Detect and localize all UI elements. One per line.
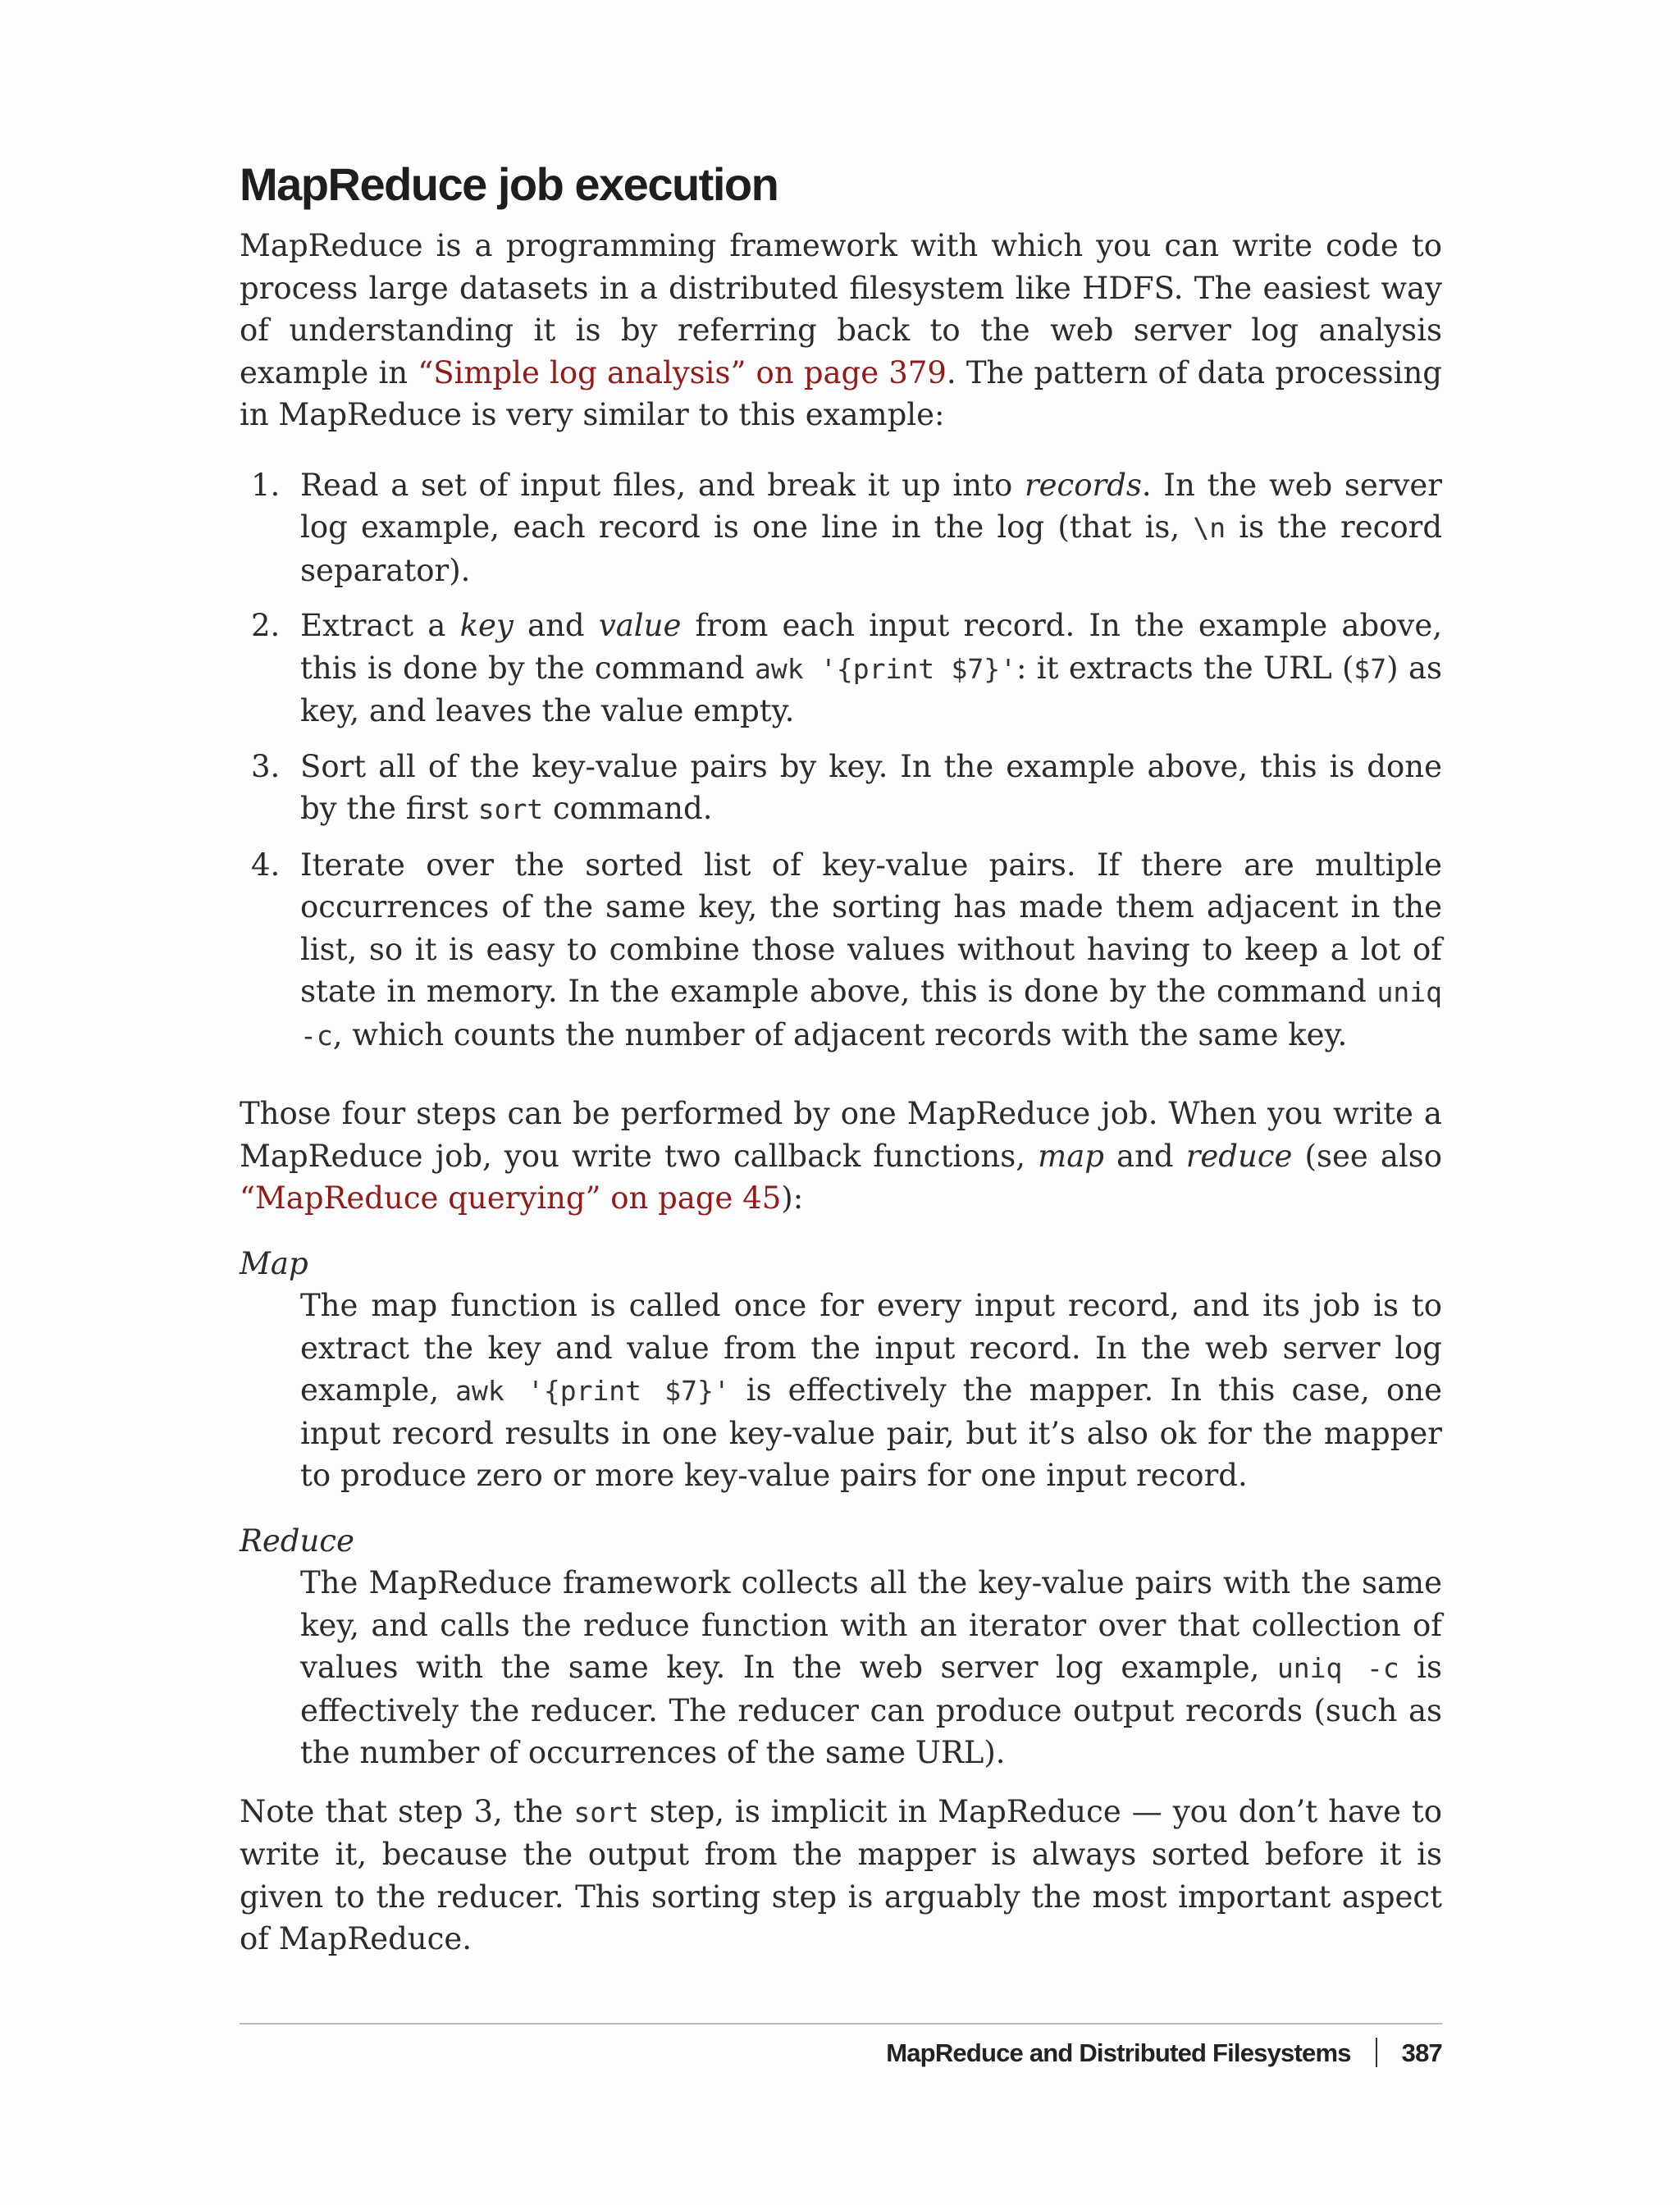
cross-reference-link[interactable]: “MapReduce querying” on page 45: [240, 1180, 782, 1216]
inline-code: sort: [477, 793, 544, 825]
definition-term-map: Map: [240, 1245, 308, 1281]
emphasis: reduce: [1185, 1138, 1293, 1174]
cross-reference-link[interactable]: “Simple log analysis” on page 379: [418, 354, 947, 390]
paragraph-text: Those four steps can be performed by one MapReduce job. When you write a MapReduce job, you write two callback functions,: [240, 1096, 1442, 1174]
step-text: Iterate over the sorted list of key-value pairs. If there are multiple occurrences of the same key, the sorting has made them adjacent in the list, so it is easy to combine those values without having to keep a lot of state in memory. In the example above, this is done by the command: [300, 847, 1442, 1009]
intro-text-end: . The pattern of data processing in MapReduce is very similar to this example:: [240, 354, 1442, 432]
step-text: and: [513, 608, 599, 643]
step-emphasis: key: [459, 608, 514, 643]
list-number: 3.: [251, 748, 281, 784]
step-text: command.: [543, 791, 713, 826]
intro-text: MapReduce is a programming framework with which you can write code to process large datasets in a distributed filesystem like HDFS. The easiest way of understanding it is by referring back to the web server log analysis example in: [240, 228, 1442, 390]
step-text: : it extracts the URL (: [1016, 650, 1354, 686]
emphasis: map: [1038, 1138, 1104, 1174]
paragraph-text: and: [1103, 1138, 1186, 1174]
step-text: . In the web server log example, each record is one line in the log (that is,: [300, 467, 1442, 545]
footer-divider: [240, 2023, 1442, 2025]
step-text: from each input record. In the example above, this is done by the command: [300, 608, 1442, 686]
definition-text: The MapReduce framework collects all the key-value pairs with the same key, and calls the reduce function with an iterator over that collection of values with the same key. In the web server log example,: [300, 1565, 1442, 1685]
page-number: 387: [1401, 2038, 1442, 2067]
step-text: is the record separator).: [300, 509, 1443, 588]
list-item: [240, 844, 1442, 1057]
steps-list: [240, 464, 1442, 1057]
inline-code: \n: [1193, 512, 1226, 544]
list-number: 4.: [251, 847, 281, 883]
page-footer: [240, 2034, 1442, 2072]
step-emphasis: value: [598, 608, 682, 643]
definition-map: [300, 1285, 1442, 1497]
inline-code: uniq -c: [1276, 1652, 1399, 1684]
footer-separator: [1376, 2038, 1377, 2067]
list-number: 2.: [251, 608, 281, 643]
list-item: [240, 605, 1442, 733]
definition-list: [240, 1243, 1442, 1774]
definition-text: is effectively the mapper. In this case, one input record results in one key-value pair, but it’s also ok for the mapper to produce zero or more key-value pairs for one input record.: [300, 1372, 1442, 1493]
closing-paragraph: [240, 1791, 1442, 1961]
running-footer-title: MapReduce and Distributed Filesystems: [886, 2038, 1351, 2067]
body-paragraph: [240, 1093, 1442, 1220]
step-text: Extract a: [300, 608, 460, 643]
inline-code: sort: [573, 1796, 639, 1828]
list-item: [240, 464, 1442, 592]
paragraph-text: Note that step 3, the: [240, 1793, 574, 1829]
paragraph-text: (see also: [1292, 1138, 1442, 1174]
step-text: Sort all of the key-value pairs by key. In the example above, this is done by the first: [300, 748, 1442, 826]
inline-code: uniq -c: [300, 976, 1442, 1052]
step-emphasis: records: [1024, 467, 1142, 503]
step-text: Read a set of input files, and break it up into: [300, 467, 1025, 503]
definition-reduce: [300, 1562, 1442, 1774]
definition-text: is effectively the reducer. The reducer can produce output records (such as the number of occurrences of the same URL).: [300, 1650, 1442, 1770]
definition-term-reduce: Reduce: [240, 1522, 354, 1559]
definition-text: The map function is called once for every input record, and its job is to extract the key and value from the input record. In the web server log example,: [300, 1288, 1442, 1408]
inline-code: awk '{print $7}': [754, 652, 1016, 685]
paragraph-text: ):: [781, 1180, 804, 1216]
page-content: [240, 156, 1442, 1961]
intro-paragraph: [240, 225, 1442, 436]
section-heading: MapReduce job execution: [240, 158, 778, 210]
inline-code: awk '{print $7}': [455, 1375, 730, 1407]
list-number: 1.: [251, 467, 281, 503]
step-text: ) as key, and leaves the value empty.: [300, 650, 1442, 728]
paragraph-text: step, is implicit in MapReduce — you don’t have to write it, because the output from the mapper is always sorted before it is given to the reducer. This sorting step is arguably the most important aspect of MapReduce.: [240, 1793, 1442, 1956]
inline-code: $7: [1354, 652, 1387, 685]
list-item: [240, 746, 1442, 831]
step-text: , which counts the number of adjacent records with the same key.: [332, 1016, 1348, 1052]
